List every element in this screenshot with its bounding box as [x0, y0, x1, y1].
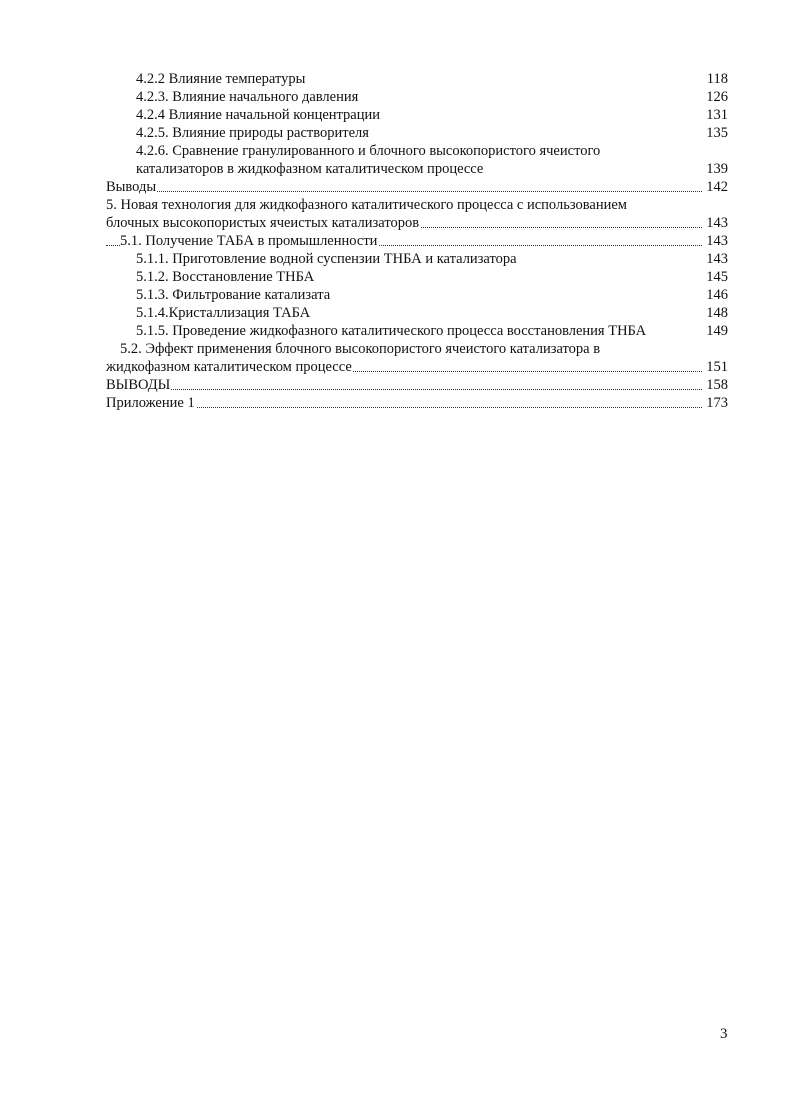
toc-entry-page: 143	[706, 233, 728, 249]
toc-entry-title: 5.1.1. Приготовление водной суспензии ТНБА и катализатора	[136, 251, 517, 267]
toc-entry-title-line1: 4.2.6. Сравнение гранулированного и блочного высокопористого ячеистого	[136, 143, 601, 159]
toc-entry-5-1-2[interactable]	[106, 268, 754, 286]
toc-entry-page: 151	[706, 359, 728, 375]
toc-entry-vyvody-4[interactable]	[106, 178, 754, 196]
toc-entry-page: 143	[706, 215, 728, 231]
toc-entry-vyvody-final[interactable]	[106, 376, 754, 394]
toc-entry-4-2-4[interactable]	[106, 106, 754, 124]
toc-entry-5[interactable]	[106, 196, 754, 232]
toc-entry-title: 4.2.4 Влияние начальной концентрации	[136, 107, 381, 123]
toc-entry-page: 139	[706, 161, 728, 177]
toc-entry-page: 173	[706, 395, 728, 411]
toc-entry-page: 143	[706, 251, 728, 267]
toc-entry-4-2-2[interactable]	[106, 70, 754, 88]
toc-entry-5-1-5[interactable]	[106, 322, 754, 340]
toc-entry-title: 5.1. Получение ТАБА в промышленности	[120, 233, 378, 249]
toc-entry-title: 4.2.5. Влияние природы растворителя	[136, 125, 369, 141]
toc-entry-title: 5.1.4.Кристаллизация ТАБА	[136, 305, 311, 321]
toc-entry-4-2-5[interactable]	[106, 124, 754, 142]
toc-entry-title: 4.2.3. Влияние начального давления	[136, 89, 359, 105]
toc-entry-page: 148	[706, 305, 728, 321]
toc-entry-5-1-3[interactable]	[106, 286, 754, 304]
toc-entry-title: Приложение 1	[106, 395, 195, 411]
toc-entry-4-2-3[interactable]	[106, 88, 754, 106]
toc-entry-page: 158	[706, 377, 728, 393]
toc-entry-title-line2: катализаторов в жидкофазном каталитическом процессе	[136, 161, 484, 177]
toc-entry-page: 131	[706, 107, 728, 123]
toc-entry-page: 126	[706, 89, 728, 105]
toc-entry-title: 5.1.5. Проведение жидкофазного каталитического процесса восстановления ТНБА	[136, 323, 647, 339]
toc-entry-5-1-1[interactable]	[106, 250, 754, 268]
toc-entry-5-1[interactable]	[106, 232, 754, 250]
toc-entry-5-2[interactable]	[106, 340, 754, 376]
toc-entry-title: 5.1.3. Фильтрование катализата	[136, 287, 331, 303]
toc-entry-title: 4.2.2 Влияние температуры	[136, 71, 306, 87]
toc-entry-title: Выводы	[106, 179, 157, 195]
toc-entry-appendix-1[interactable]	[106, 394, 754, 412]
toc-entry-page: 145	[706, 269, 728, 285]
toc-entry-4-2-6[interactable]	[106, 142, 754, 178]
toc-entry-title: 5.1.2. Восстановление ТНБА	[136, 269, 315, 285]
toc-entry-title: ВЫВОДЫ	[106, 377, 171, 393]
toc-entry-page: 146	[706, 287, 728, 303]
toc-entry-title-line1: 5. Новая технология для жидкофазного каталитического процесса с использованием	[106, 197, 627, 213]
table-of-contents	[106, 70, 754, 412]
toc-entry-page: 135	[706, 125, 728, 141]
toc-entry-title-line1: 5.2. Эффект применения блочного высокопористого ячеистого катализатора в	[120, 341, 601, 357]
toc-entry-5-1-4[interactable]	[106, 304, 754, 322]
toc-entry-page: 142	[706, 179, 728, 195]
toc-entry-title-line2: жидкофазном каталитическом процессе	[106, 359, 352, 375]
toc-entry-page: 149	[706, 323, 728, 339]
toc-entry-title-line2: блочных высокопористых ячеистых катализаторов	[106, 215, 420, 231]
toc-entry-page: 118	[706, 71, 728, 87]
page-number: 3	[720, 1026, 728, 1042]
